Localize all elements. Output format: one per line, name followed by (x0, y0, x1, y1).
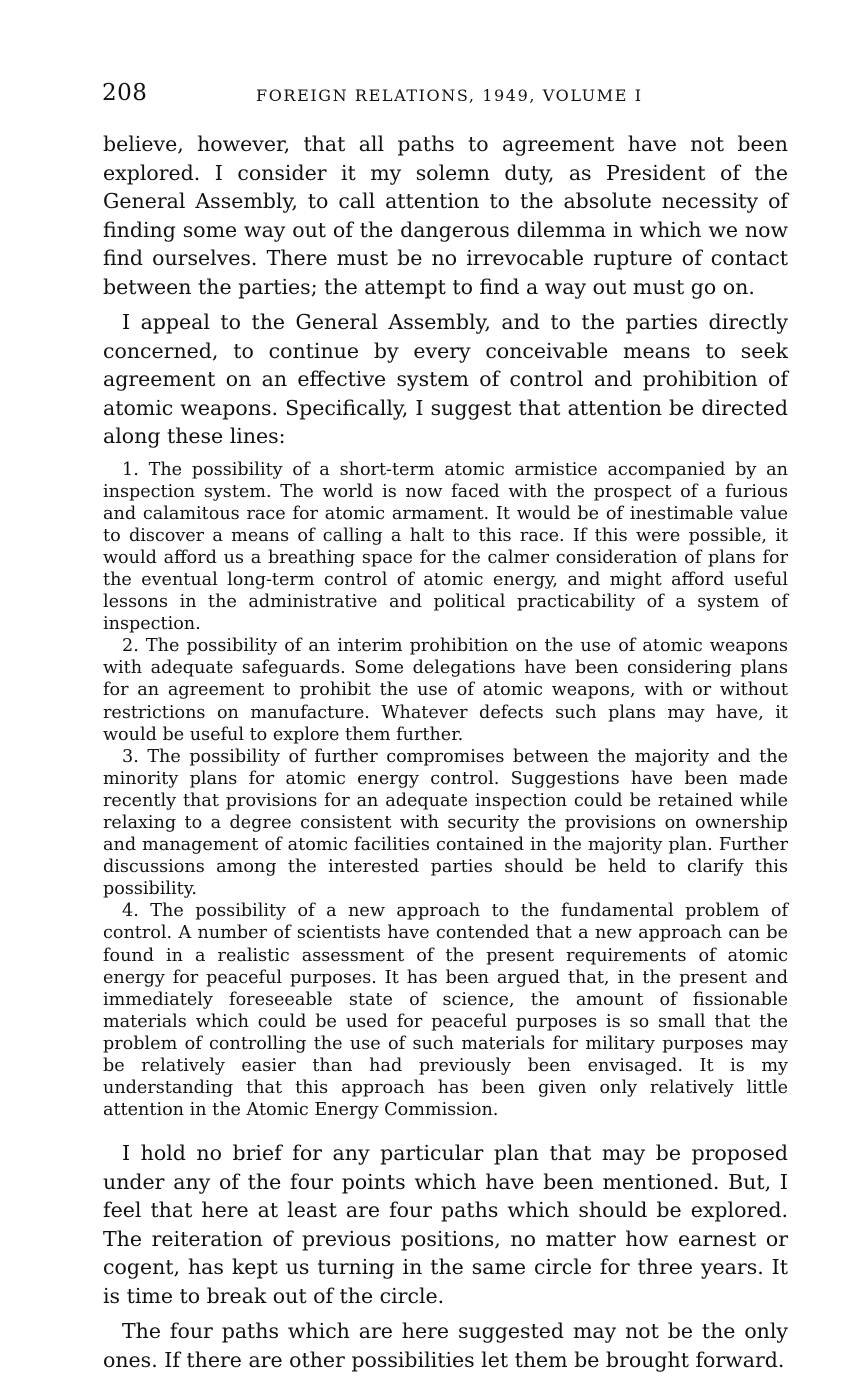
list-item: 1. The possibility of a short-term atomic armistice accompanied by an inspection system. The world is now faced with the prospect of a furious and calamitous race for atomic armament. It would be of inestimable value to discover a means of calling a halt to this race. If this were possible, it would afford us a breathing space for the calmer consideration of plans for the eventual long-term control of atomic energy, and might afford useful lessons in the administrative and political practicability of a system of inspection. (103, 459, 788, 635)
paragraph-no-brief: I hold no brief for any particular plan that may be proposed under any of the four points which have been mentioned. But, I feel that here at least are four paths which should be explored. The reiteration of previous positions, no matter how earnest or cogent, has kept us turning in the same circle for three years. It is time to break out of the circle. (103, 1141, 788, 1308)
running-head: FOREIGN RELATIONS, 1949, VOLUME I (256, 86, 643, 105)
page-number: 208 (102, 80, 148, 106)
list-item: 4. The possibility of a new approach to the fundamental problem of control. A number of scientists have contended that a new approach can be found in a realistic assessment of the present requirements of atomic energy for peaceful purposes. It has been argued that, in the present and immediately foreseeable state of science, the amount of fissionable materials which could be used for peaceful purposes is so small that the problem of controlling the use of such materials for military purposes may be relatively easier than had previously been envisaged. It is my understanding that this approach has been given only relatively little attention in the Atomic Energy Commission. (103, 901, 788, 1121)
paragraph-four-paths: The four paths which are here suggested may not be the only ones. If there are other possibilities let them be brought forward. (103, 1319, 788, 1372)
list-item: 3. The possibility of further compromises between the majority and the minority plans for atomic energy control. Suggestions have been made recently that provisions for an adequate inspection could be retained while relaxing to a degree consistent with security the provisions on ownership and management of atomic facilities contained in the majority plan. Further discussions among the interested parties should be held to clarify this possibility. (103, 746, 788, 900)
page-header (102, 80, 792, 114)
body-text (103, 130, 788, 1381)
paragraph-continued: believe, however, that all paths to agreement have not been explored. I consider it my solemn duty, as President of the General Assembly, to call attention to the absolute necessity of finding some way out of the dangerous dilemma in which we now find ourselves. There must be no irrevocable rupture of contact between the parties; the attempt to find a way out must go on. (103, 132, 788, 299)
suggestion-list (103, 459, 788, 1122)
paragraph-appeal: I appeal to the General Assembly, and to the parties directly concerned, to continue by every conceivable means to seek agreement on an effective system of control and prohibition of atomic weapons. Specifically, I suggest that attention be directed along these lines: (103, 310, 788, 448)
list-item: 2. The possibility of an interim prohibition on the use of atomic weapons with adequate safeguards. Some delegations have been considering plans for an agreement to prohibit the use of atomic weapons, with or without restrictions on manufacture. Whatever defects such plans may have, it would be useful to explore them further. (103, 636, 788, 745)
